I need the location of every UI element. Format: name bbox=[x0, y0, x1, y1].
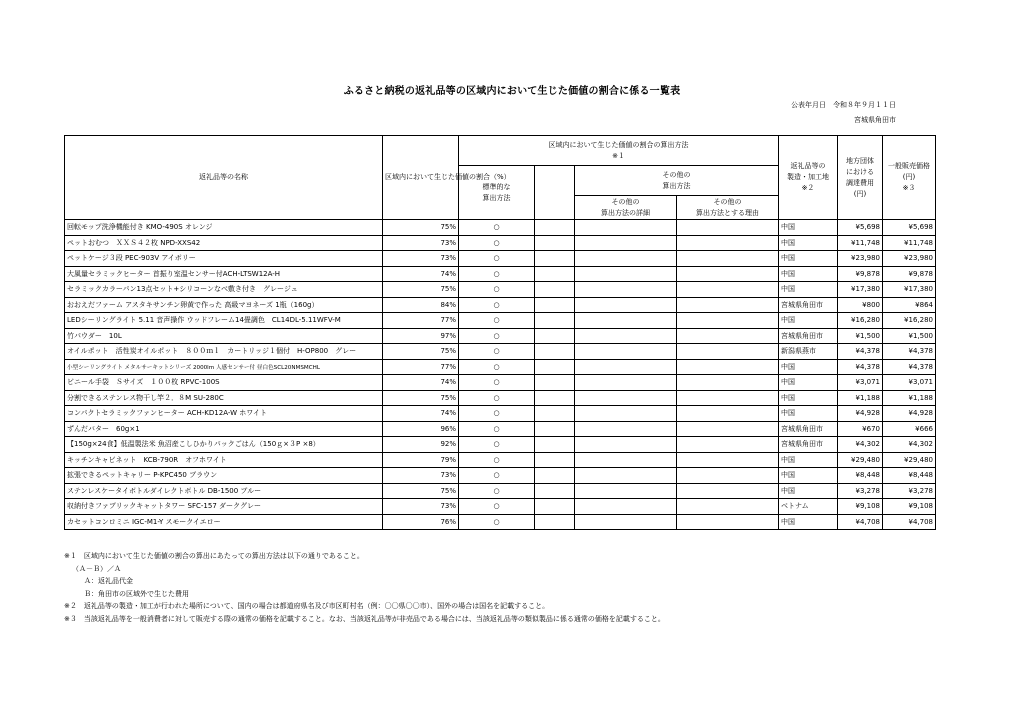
standard-method-mark: ○ bbox=[459, 359, 535, 375]
footnote-line: ※３ 当該返礼品等を一般消費者に対して販売する際の通常の価格を記載すること。なお、当該返礼品等が非売品である場合には、当該返礼品等の類似製品に係る通常の価格を記載すること。 bbox=[64, 614, 665, 623]
other-reason-cell bbox=[677, 468, 779, 484]
other-reason-cell bbox=[677, 220, 779, 236]
procurement-cost: ¥29,480 bbox=[838, 452, 883, 468]
other-reason-cell bbox=[677, 514, 779, 530]
procurement-cost: ¥1,500 bbox=[838, 328, 883, 344]
production-place: 宮城県角田市 bbox=[779, 328, 838, 344]
item-name: おおえだファーム アスタキサンチン卵黄で作った 高級マヨネーズ 1瓶（160g） bbox=[65, 297, 383, 313]
retail-price: ¥9,878 bbox=[883, 266, 936, 282]
table-row bbox=[65, 297, 936, 313]
other-reason-cell bbox=[677, 297, 779, 313]
other-reason-cell bbox=[677, 375, 779, 391]
retail-price: ¥4,928 bbox=[883, 406, 936, 422]
retail-price: ¥23,980 bbox=[883, 251, 936, 267]
table-row bbox=[65, 220, 936, 236]
other-reason-cell bbox=[677, 328, 779, 344]
table-row bbox=[65, 375, 936, 391]
table-row bbox=[65, 452, 936, 468]
other-reason-cell bbox=[677, 235, 779, 251]
other-reason-cell bbox=[677, 437, 779, 453]
production-place: 中国 bbox=[779, 251, 838, 267]
footnote-line: （Ａ－Ｂ）／Ａ bbox=[72, 564, 121, 573]
procurement-cost: ¥17,380 bbox=[838, 282, 883, 298]
empty-cell bbox=[535, 251, 575, 267]
retail-price: ¥1,188 bbox=[883, 390, 936, 406]
ratio-value: 96% bbox=[383, 421, 459, 437]
item-name: 小型シーリングライト メタルサーキットシリーズ 2000lm 人感センサー付 昼白色SCL20NMSMCHL bbox=[65, 359, 383, 375]
other-reason-cell bbox=[677, 499, 779, 515]
other-detail-cell bbox=[575, 344, 677, 360]
other-detail-cell bbox=[575, 297, 677, 313]
other-reason-cell bbox=[677, 421, 779, 437]
standard-method-mark: ○ bbox=[459, 437, 535, 453]
procurement-cost: ¥4,302 bbox=[838, 437, 883, 453]
other-detail-cell bbox=[575, 328, 677, 344]
other-detail-cell bbox=[575, 421, 677, 437]
other-reason-cell bbox=[677, 251, 779, 267]
production-place: 中国 bbox=[779, 313, 838, 329]
item-name: オイルポット 活性炭オイルポット ８００ｍｌ カートリッジ１個付 H-OP800 グレー bbox=[65, 344, 383, 360]
procurement-cost: ¥8,448 bbox=[838, 468, 883, 484]
table-row bbox=[65, 390, 936, 406]
publication-org: 宮城県角田市 bbox=[854, 116, 896, 124]
production-place: 中国 bbox=[779, 375, 838, 391]
empty-cell bbox=[535, 375, 575, 391]
procurement-cost: ¥1,188 bbox=[838, 390, 883, 406]
ratio-value: 75% bbox=[383, 344, 459, 360]
item-name: ビニール手袋 Ｓサイズ １００枚 RPVC-100S bbox=[65, 375, 383, 391]
header-method-group: 区域内において生じた価値の割合の算出方法 ※１ bbox=[459, 136, 779, 166]
retail-price: ¥1,500 bbox=[883, 328, 936, 344]
other-detail-cell bbox=[575, 406, 677, 422]
header-cost: 地方団体 における 調達費用 (円) bbox=[838, 136, 883, 220]
procurement-cost: ¥9,878 bbox=[838, 266, 883, 282]
empty-cell bbox=[535, 421, 575, 437]
other-detail-cell bbox=[575, 359, 677, 375]
other-detail-cell bbox=[575, 514, 677, 530]
table-row bbox=[65, 344, 936, 360]
production-place: ベトナム bbox=[779, 499, 838, 515]
retail-price: ¥11,748 bbox=[883, 235, 936, 251]
empty-cell bbox=[535, 235, 575, 251]
ratio-value: 73% bbox=[383, 499, 459, 515]
production-place: 中国 bbox=[779, 390, 838, 406]
header-place: 返礼品等の 製造・加工地 ※２ bbox=[779, 136, 838, 220]
header-spacer bbox=[535, 166, 575, 220]
ratio-value: 84% bbox=[383, 297, 459, 313]
other-reason-cell bbox=[677, 344, 779, 360]
standard-method-mark: ○ bbox=[459, 235, 535, 251]
retail-price: ¥29,480 bbox=[883, 452, 936, 468]
header-other-detail: その他の 算出方法の詳細 bbox=[575, 196, 677, 220]
table-body bbox=[65, 220, 936, 530]
ratio-value: 73% bbox=[383, 235, 459, 251]
ratio-value: 73% bbox=[383, 251, 459, 267]
production-place: 新潟県燕市 bbox=[779, 344, 838, 360]
retail-price: ¥3,278 bbox=[883, 483, 936, 499]
standard-method-mark: ○ bbox=[459, 514, 535, 530]
other-detail-cell bbox=[575, 437, 677, 453]
standard-method-mark: ○ bbox=[459, 328, 535, 344]
item-name: キッチンキャビネット KCB-790R オフホワイト bbox=[65, 452, 383, 468]
header-ratio: 区域内において生じた価値の割合（%） bbox=[383, 136, 459, 220]
production-place: 宮城県角田市 bbox=[779, 437, 838, 453]
footnote-line: ※２ 返礼品等の製造・加工が行われた場所について、国内の場合は都道府県名及び市区町村名（例：〇〇県〇〇市）、国外の場合は国名を記載すること。 bbox=[64, 602, 550, 610]
empty-cell bbox=[535, 452, 575, 468]
table-row bbox=[65, 359, 936, 375]
page-title: ふるさと納税の返礼品等の区域内において生じた価値の割合に係る一覧表 bbox=[343, 86, 681, 97]
gift-ratio-table bbox=[64, 135, 936, 530]
empty-cell bbox=[535, 483, 575, 499]
production-place: 宮城県角田市 bbox=[779, 421, 838, 437]
table-row bbox=[65, 421, 936, 437]
standard-method-mark: ○ bbox=[459, 468, 535, 484]
empty-cell bbox=[535, 406, 575, 422]
table-row bbox=[65, 483, 936, 499]
other-detail-cell bbox=[575, 390, 677, 406]
production-place: 中国 bbox=[779, 220, 838, 236]
header-other-reason: その他の 算出方法とする理由 bbox=[677, 196, 779, 220]
procurement-cost: ¥3,071 bbox=[838, 375, 883, 391]
standard-method-mark: ○ bbox=[459, 313, 535, 329]
item-name: ステンレスケータイボトルダイレクトボトル DB-1500 ブルー bbox=[65, 483, 383, 499]
empty-cell bbox=[535, 297, 575, 313]
procurement-cost: ¥4,378 bbox=[838, 359, 883, 375]
ratio-value: 79% bbox=[383, 452, 459, 468]
table-row bbox=[65, 499, 936, 515]
other-reason-cell bbox=[677, 266, 779, 282]
item-name: 分割できるステンレス物干し竿２．８M SU-280C bbox=[65, 390, 383, 406]
ratio-value: 74% bbox=[383, 266, 459, 282]
footnote-line: Ａ：返礼品代金 bbox=[84, 577, 133, 585]
publication-date: 公表年月日 令和８年９月１１日 bbox=[791, 101, 896, 109]
table-row bbox=[65, 266, 936, 282]
other-reason-cell bbox=[677, 483, 779, 499]
footnote-line: Ｂ：角田市の区域外で生じた費用 bbox=[84, 589, 189, 598]
procurement-cost: ¥4,708 bbox=[838, 514, 883, 530]
empty-cell bbox=[535, 266, 575, 282]
standard-method-mark: ○ bbox=[459, 266, 535, 282]
other-reason-cell bbox=[677, 406, 779, 422]
other-reason-cell bbox=[677, 390, 779, 406]
production-place: 中国 bbox=[779, 359, 838, 375]
empty-cell bbox=[535, 468, 575, 484]
procurement-cost: ¥4,928 bbox=[838, 406, 883, 422]
other-detail-cell bbox=[575, 375, 677, 391]
other-reason-cell bbox=[677, 452, 779, 468]
standard-method-mark: ○ bbox=[459, 251, 535, 267]
empty-cell bbox=[535, 220, 575, 236]
table-header bbox=[65, 136, 936, 220]
ratio-value: 75% bbox=[383, 282, 459, 298]
procurement-cost: ¥9,108 bbox=[838, 499, 883, 515]
production-place: 中国 bbox=[779, 266, 838, 282]
empty-cell bbox=[535, 282, 575, 298]
empty-cell bbox=[535, 313, 575, 329]
header-name: 返礼品等の名称 bbox=[65, 136, 383, 220]
retail-price: ¥666 bbox=[883, 421, 936, 437]
retail-price: ¥8,448 bbox=[883, 468, 936, 484]
standard-method-mark: ○ bbox=[459, 421, 535, 437]
empty-cell bbox=[535, 344, 575, 360]
procurement-cost: ¥16,280 bbox=[838, 313, 883, 329]
item-name: 【150g×24食】低温製法米 魚沼産こしひかりパックごはん（150ｇ×３P ×8） bbox=[65, 437, 383, 453]
other-detail-cell bbox=[575, 483, 677, 499]
standard-method-mark: ○ bbox=[459, 282, 535, 298]
ratio-value: 77% bbox=[383, 359, 459, 375]
standard-method-mark: ○ bbox=[459, 499, 535, 515]
empty-cell bbox=[535, 359, 575, 375]
table-row bbox=[65, 313, 936, 329]
other-reason-cell bbox=[677, 282, 779, 298]
production-place: 中国 bbox=[779, 452, 838, 468]
retail-price: ¥864 bbox=[883, 297, 936, 313]
item-name: セラミックカラーパン13点セット+シリコーンなべ敷き付き グレージュ bbox=[65, 282, 383, 298]
publication-info bbox=[791, 98, 896, 128]
standard-method-mark: ○ bbox=[459, 452, 535, 468]
other-detail-cell bbox=[575, 313, 677, 329]
ratio-value: 74% bbox=[383, 375, 459, 391]
ratio-value: 75% bbox=[383, 483, 459, 499]
table-row bbox=[65, 406, 936, 422]
procurement-cost: ¥23,980 bbox=[838, 251, 883, 267]
item-name: ペットケージ３段 PEC-903V アイボリー bbox=[65, 251, 383, 267]
procurement-cost: ¥4,378 bbox=[838, 344, 883, 360]
procurement-cost: ¥670 bbox=[838, 421, 883, 437]
procurement-cost: ¥11,748 bbox=[838, 235, 883, 251]
table-row bbox=[65, 514, 936, 530]
standard-method-mark: ○ bbox=[459, 297, 535, 313]
production-place: 宮城県角田市 bbox=[779, 297, 838, 313]
ratio-value: 74% bbox=[383, 406, 459, 422]
ratio-value: 73% bbox=[383, 468, 459, 484]
empty-cell bbox=[535, 499, 575, 515]
retail-price: ¥17,380 bbox=[883, 282, 936, 298]
procurement-cost: ¥3,278 bbox=[838, 483, 883, 499]
table-row bbox=[65, 251, 936, 267]
empty-cell bbox=[535, 328, 575, 344]
other-detail-cell bbox=[575, 266, 677, 282]
table-row bbox=[65, 468, 936, 484]
item-name: 竹パウダー 10L bbox=[65, 328, 383, 344]
standard-method-mark: ○ bbox=[459, 406, 535, 422]
standard-method-mark: ○ bbox=[459, 344, 535, 360]
table-row bbox=[65, 235, 936, 251]
item-name: 収納付きファブリックキャットタワー SFC-157 ダークグレー bbox=[65, 499, 383, 515]
ratio-value: 97% bbox=[383, 328, 459, 344]
other-detail-cell bbox=[575, 468, 677, 484]
other-detail-cell bbox=[575, 452, 677, 468]
other-detail-cell bbox=[575, 282, 677, 298]
other-detail-cell bbox=[575, 251, 677, 267]
retail-price: ¥4,378 bbox=[883, 344, 936, 360]
standard-method-mark: ○ bbox=[459, 375, 535, 391]
item-name: 拡張できるペットキャリー P-KPC450 ブラウン bbox=[65, 468, 383, 484]
ratio-value: 92% bbox=[383, 437, 459, 453]
other-detail-cell bbox=[575, 499, 677, 515]
production-place: 中国 bbox=[779, 406, 838, 422]
ratio-value: 75% bbox=[383, 220, 459, 236]
item-name: ペットおむつ ＸＸＳ４２枚 NPD-XXS42 bbox=[65, 235, 383, 251]
procurement-cost: ¥800 bbox=[838, 297, 883, 313]
other-reason-cell bbox=[677, 313, 779, 329]
retail-price: ¥5,698 bbox=[883, 220, 936, 236]
production-place: 中国 bbox=[779, 468, 838, 484]
retail-price: ¥16,280 bbox=[883, 313, 936, 329]
item-name: ずんだバター 60g×1 bbox=[65, 421, 383, 437]
footnotes bbox=[64, 550, 665, 625]
empty-cell bbox=[535, 437, 575, 453]
other-detail-cell bbox=[575, 235, 677, 251]
header-other-method: その他の 算出方法 bbox=[575, 166, 779, 196]
ratio-value: 75% bbox=[383, 390, 459, 406]
table-row bbox=[65, 328, 936, 344]
footnote-line: ※１ 区域内において生じた価値の割合の算出にあたっての算出方法は以下の通りであること。 bbox=[64, 552, 364, 560]
procurement-cost: ¥5,698 bbox=[838, 220, 883, 236]
item-name: LEDシーリングライト 5.11 音声操作 ウッドフレーム14畳調色 CL14DL-5.11WFV-M bbox=[65, 313, 383, 329]
table-row bbox=[65, 282, 936, 298]
header-standard-method: 標準的な 算出方法 bbox=[459, 166, 535, 220]
empty-cell bbox=[535, 514, 575, 530]
other-detail-cell bbox=[575, 220, 677, 236]
item-name: 大風量セラミックヒーター 首振り室温センサー付ACH-LTSW12A-H bbox=[65, 266, 383, 282]
standard-method-mark: ○ bbox=[459, 390, 535, 406]
production-place: 中国 bbox=[779, 282, 838, 298]
ratio-value: 77% bbox=[383, 313, 459, 329]
retail-price: ¥3,071 bbox=[883, 375, 936, 391]
retail-price: ¥4,708 bbox=[883, 514, 936, 530]
production-place: 中国 bbox=[779, 235, 838, 251]
table-row bbox=[65, 437, 936, 453]
item-name: コンパクトセラミックファンヒーター ACH-KD12A-W ホワイト bbox=[65, 406, 383, 422]
retail-price: ¥9,108 bbox=[883, 499, 936, 515]
standard-method-mark: ○ bbox=[459, 220, 535, 236]
item-name: カセットコンロミニ IGC-M1-Y スモークイエロー bbox=[65, 514, 383, 530]
item-name: 回転モップ洗浄機能付き KMO-490S オレンジ bbox=[65, 220, 383, 236]
ratio-value: 76% bbox=[383, 514, 459, 530]
production-place: 中国 bbox=[779, 483, 838, 499]
empty-cell bbox=[535, 390, 575, 406]
other-reason-cell bbox=[677, 359, 779, 375]
header-price: 一般販売価格 (円) ※３ bbox=[883, 136, 936, 220]
production-place: 中国 bbox=[779, 514, 838, 530]
standard-method-mark: ○ bbox=[459, 483, 535, 499]
retail-price: ¥4,378 bbox=[883, 359, 936, 375]
retail-price: ¥4,302 bbox=[883, 437, 936, 453]
